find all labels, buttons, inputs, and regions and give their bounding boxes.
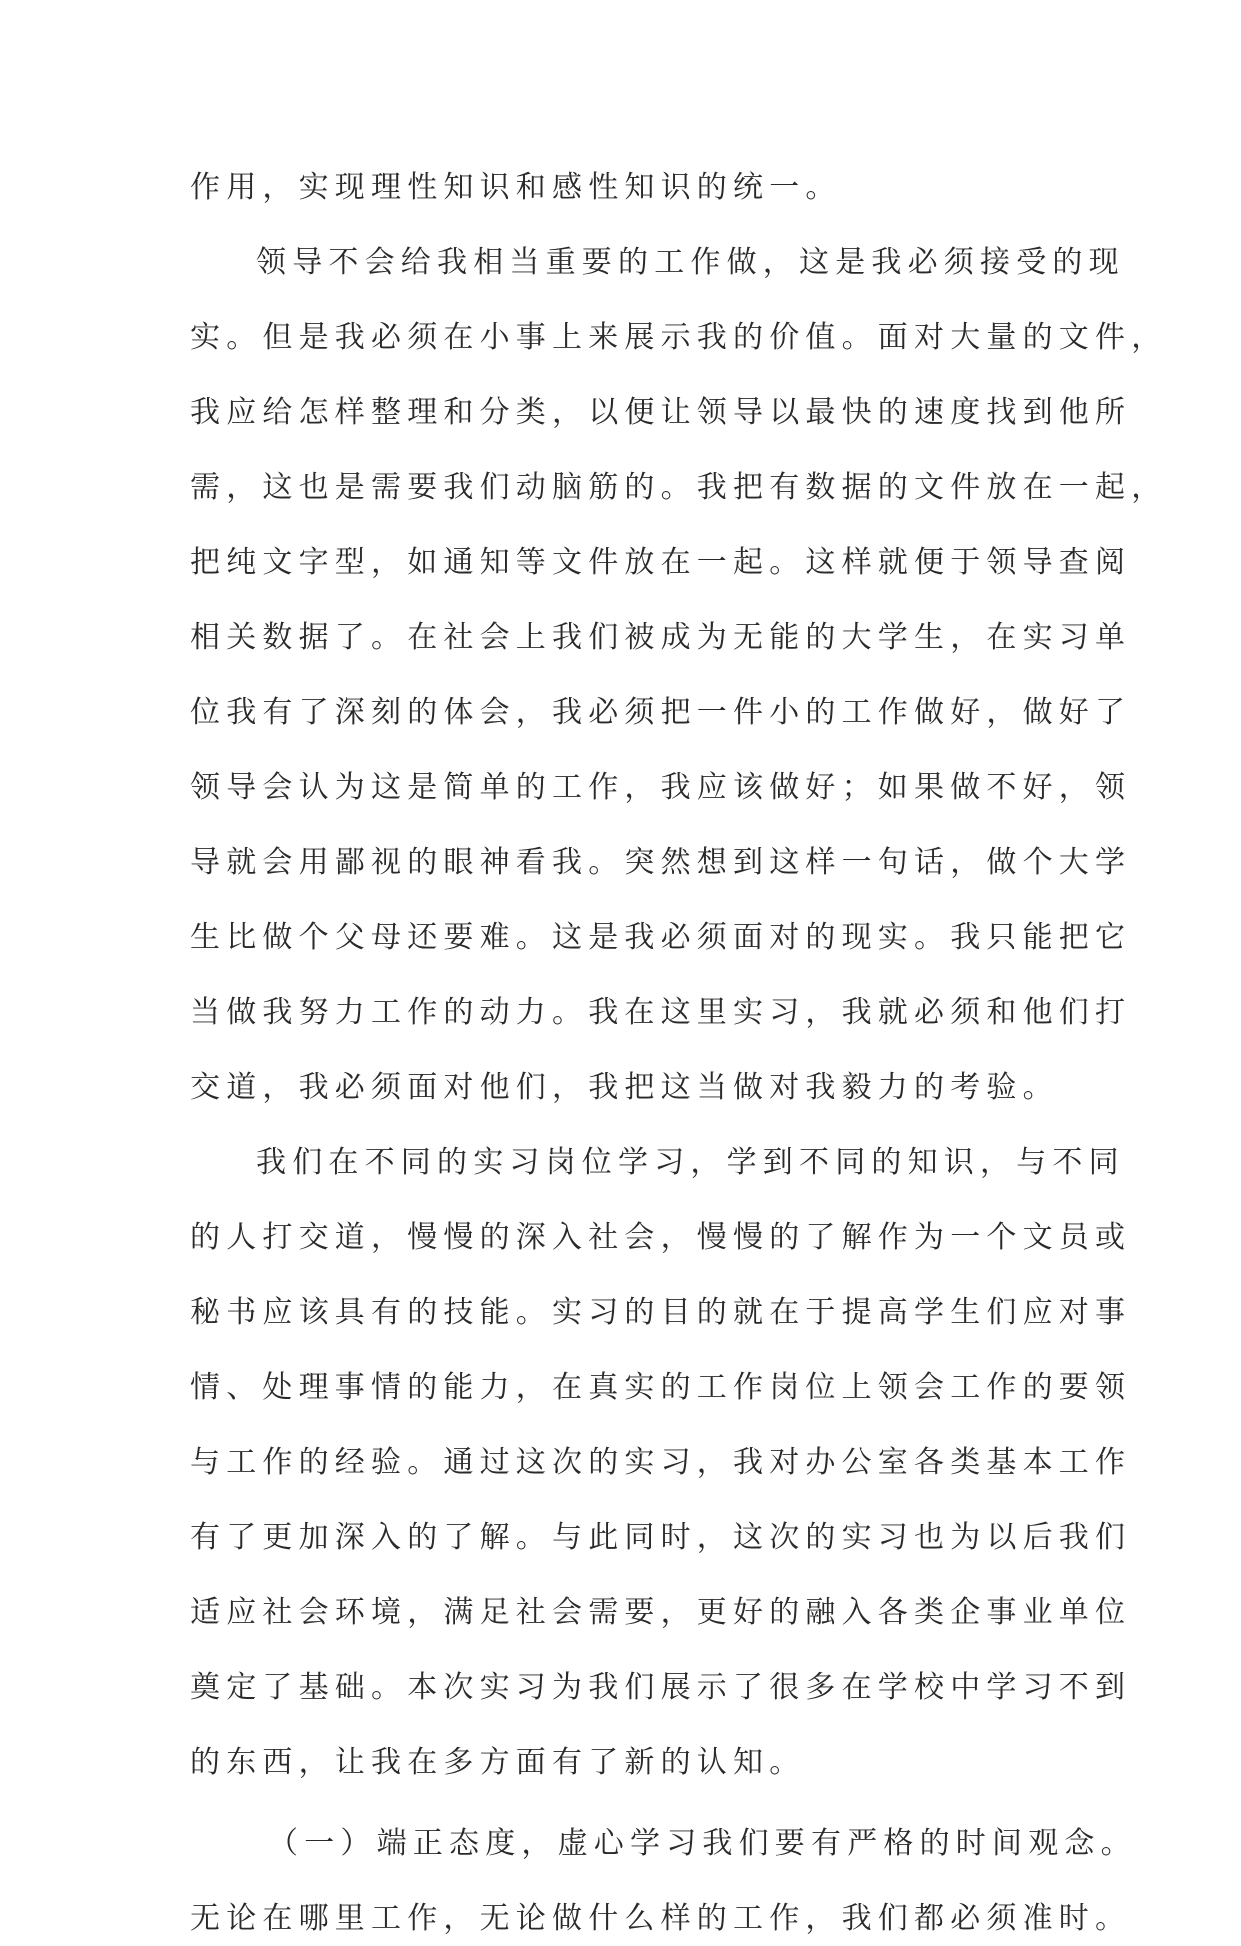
text-line: 的人打交道，慢慢的深入社会，慢慢的了解作为一个文员或 bbox=[190, 1220, 1132, 1255]
text-line: 领导会认为这是简单的工作，我应该做好；如果做不好，领 bbox=[190, 770, 1132, 805]
text-line: 我应给怎样整理和分类，以便让领导以最快的速度找到他所 bbox=[190, 395, 1132, 430]
text-line: 导就会用鄙视的眼神看我。突然想到这样一句话，做个大学 bbox=[190, 845, 1132, 880]
text-line: 无论在哪里工作，无论做什么样的工作，我们都必须准时。 bbox=[190, 1901, 1132, 1936]
text-line: 作用，实现理性知识和感性知识的统一。 bbox=[190, 170, 842, 205]
text-line: 相关数据了。在社会上我们被成为无能的大学生，在实习单 bbox=[190, 620, 1132, 655]
section-heading-line: （一）端正态度，虚心学习我们要有严格的时间观念。 bbox=[268, 1826, 1137, 1861]
body-text bbox=[190, 160, 1168, 1946]
paragraph-first-line: 我们在不同的实习岗位学习，学到不同的知识，与不同 bbox=[256, 1145, 1125, 1180]
text-line: 与工作的经验。通过这次的实习，我对办公室各类基本工作 bbox=[190, 1445, 1132, 1480]
text-line: 需，这也是需要我们动脑筋的。我把有数据的文件放在一起， bbox=[190, 470, 1168, 505]
text-line: 奠定了基础。本次实习为我们展示了很多在学校中学习不到 bbox=[190, 1670, 1132, 1705]
text-line: 把纯文字型，如通知等文件放在一起。这样就便于领导查阅 bbox=[190, 545, 1132, 580]
text-line: 当做我努力工作的动力。我在这里实习，我就必须和他们打 bbox=[190, 995, 1132, 1030]
text-line: 位我有了深刻的体会，我必须把一件小的工作做好，做好了 bbox=[190, 695, 1132, 730]
text-line: 交道，我必须面对他们，我把这当做对我毅力的考验。 bbox=[190, 1070, 1059, 1105]
text-line: 适应社会环境，满足社会需要，更好的融入各类企事业单位 bbox=[190, 1595, 1132, 1630]
text-line: 秘书应该具有的技能。实习的目的就在于提高学生们应对事 bbox=[190, 1295, 1132, 1330]
text-line: 情、处理事情的能力，在真实的工作岗位上领会工作的要领 bbox=[190, 1370, 1132, 1405]
text-line: 有了更加深入的了解。与此同时，这次的实习也为以后我们 bbox=[190, 1520, 1132, 1555]
text-line: 的东西，让我在多方面有了新的认知。 bbox=[190, 1745, 806, 1780]
paragraph-first-line: 领导不会给我相当重要的工作做，这是我必须接受的现 bbox=[256, 245, 1125, 280]
text-line: 生比做个父母还要难。这是我必须面对的现实。我只能把它 bbox=[190, 920, 1132, 955]
text-line: 实。但是我必须在小事上来展示我的价值。面对大量的文件， bbox=[190, 320, 1168, 355]
